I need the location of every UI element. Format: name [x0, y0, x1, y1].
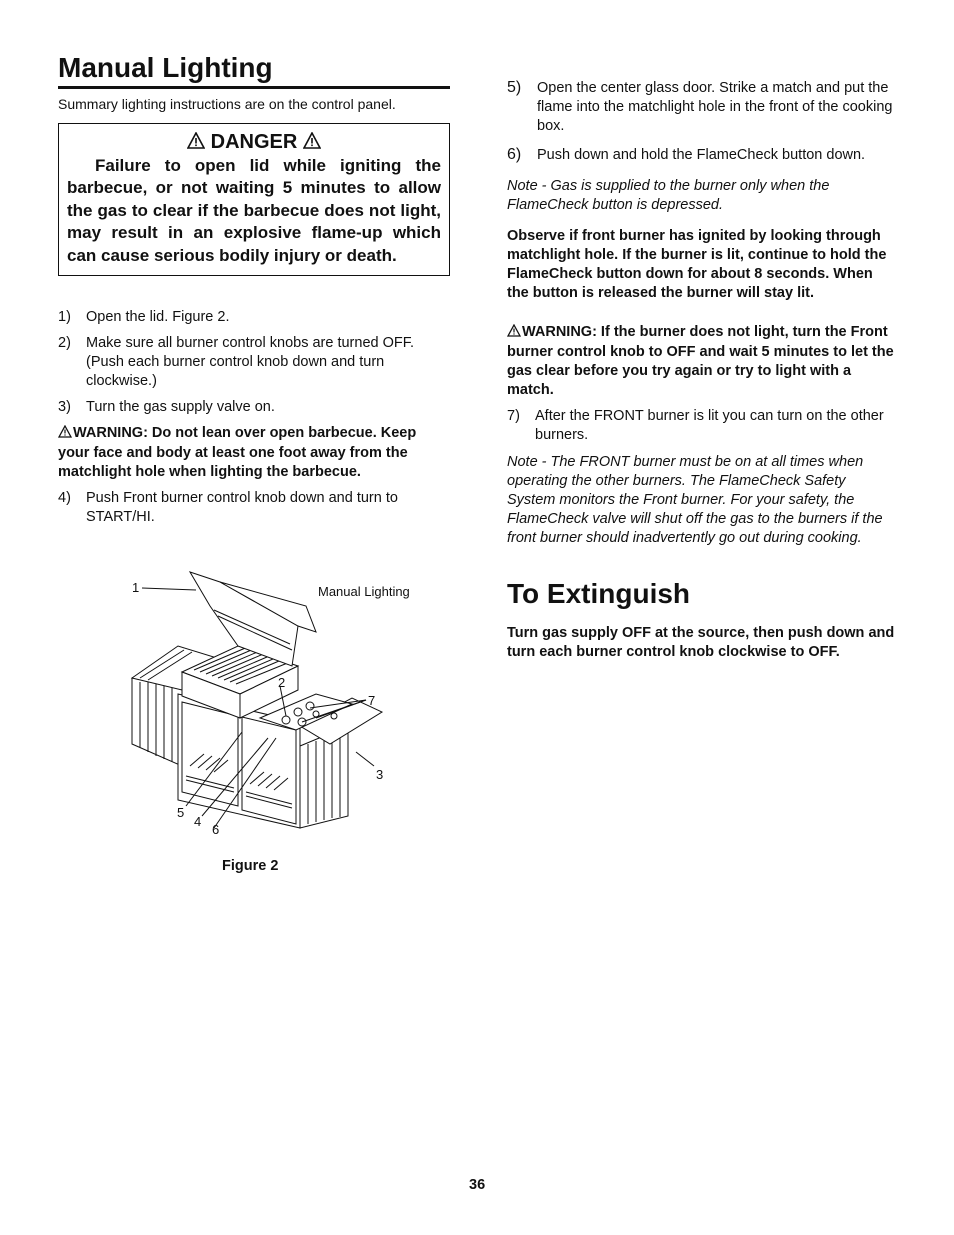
danger-text: Failure to open lid while igniting the barbecue, or not waiting 5 minutes to allow the gas to clear if the barbecue does not light, may result in an explosive flame-up which can cause serious bodily injury or death. [67, 155, 441, 265]
step-text: Turn the gas supply valve on. [86, 399, 275, 416]
list-item [507, 79, 897, 136]
figure-label: Manual Lighting [318, 584, 410, 599]
section-title-manual-lighting: Manual Lighting [58, 50, 450, 89]
warning-triangle-icon [187, 131, 205, 155]
list-item [507, 407, 897, 445]
step-text: After the FRONT burner is lit you can turn on the other burners. [535, 408, 884, 443]
warning-text: WARNING: Do not lean over open barbecue. Keep your face and body at least one foot away from the matchlight hole when lighting the barbecue. [58, 425, 417, 481]
right-column [507, 79, 897, 676]
step-number: 1) [58, 309, 71, 326]
barbecue-figure [120, 566, 440, 856]
observe-paragraph: Observe if front burner has ignited by looking through matchlight hole. If the burner is lit, continue to hold the FlameCheck button down for about 8 seconds. When the button is released the burner will stay lit. [507, 228, 887, 301]
extinguish-text: Turn gas supply OFF at the source, then push down and turn each burner control knob clockwise to OFF. [507, 625, 895, 660]
note-front-burner: Note - The FRONT burner must be on at all times when operating the other burners. The FlameCheck Safety System monitors the Front burner. For your safety, the FlameCheck valve will shut off the gas to the burners if the front burner should inadvertently go out during cooking. [507, 454, 883, 546]
callout-4: 4 [194, 814, 202, 829]
danger-title [67, 130, 441, 155]
step-text: Push Front burner control knob down and turn to START/HI. [86, 490, 398, 526]
step-text: Open the lid. Figure 2. [86, 309, 230, 326]
danger-label: DANGER [210, 131, 298, 153]
step-number: 5) [507, 79, 522, 96]
left-column [58, 50, 450, 534]
note-flamecheck: Note - Gas is supplied to the burner only when the FlameCheck button is depressed. [507, 178, 830, 213]
list-item [58, 489, 450, 527]
warning-text: WARNING: If the burner does not light, turn the Front burner control knob to OFF and wait 5 minutes to let the gas clear before you try again or try to light with a match. [507, 324, 894, 398]
warning-triangle-icon [303, 131, 321, 155]
warning-paragraph [58, 424, 450, 482]
section-title-extinguish: To Extinguish [507, 578, 691, 609]
figure-caption: Figure 2 [222, 858, 279, 874]
step-text: Push down and hold the FlameCheck button down. [537, 147, 866, 163]
callout-2: 2 [278, 675, 286, 690]
list-item [58, 334, 450, 391]
barbecue-illustration [120, 566, 440, 856]
warning-paragraph [507, 323, 897, 400]
warning-triangle-icon [58, 425, 72, 444]
step-number: 2) [58, 335, 71, 352]
step-number: 4) [58, 490, 71, 507]
summary-text: Summary lighting instructions are on the control panel. [58, 96, 396, 112]
list-item [507, 146, 897, 165]
step-number: 3) [58, 399, 71, 416]
step-number: 6) [507, 146, 522, 163]
callout-3: 3 [376, 767, 384, 782]
danger-box [58, 123, 450, 276]
list-item [58, 308, 450, 327]
warning-triangle-icon [507, 324, 521, 343]
page-number: 36 [469, 1177, 486, 1193]
callout-1: 1 [132, 580, 140, 595]
list-item [58, 398, 450, 417]
step-text: Open the center glass door. Strike a match and put the flame into the matchlight hole in the front of the cooking box. [537, 80, 893, 134]
step-number: 7) [507, 408, 520, 424]
step-text: Make sure all burner control knobs are turned OFF. (Push each burner control knob down and turn clockwise.) [86, 335, 415, 390]
callout-7: 7 [368, 693, 376, 708]
callout-6: 6 [212, 822, 220, 837]
steps-left [58, 308, 450, 527]
callout-5: 5 [177, 805, 185, 820]
